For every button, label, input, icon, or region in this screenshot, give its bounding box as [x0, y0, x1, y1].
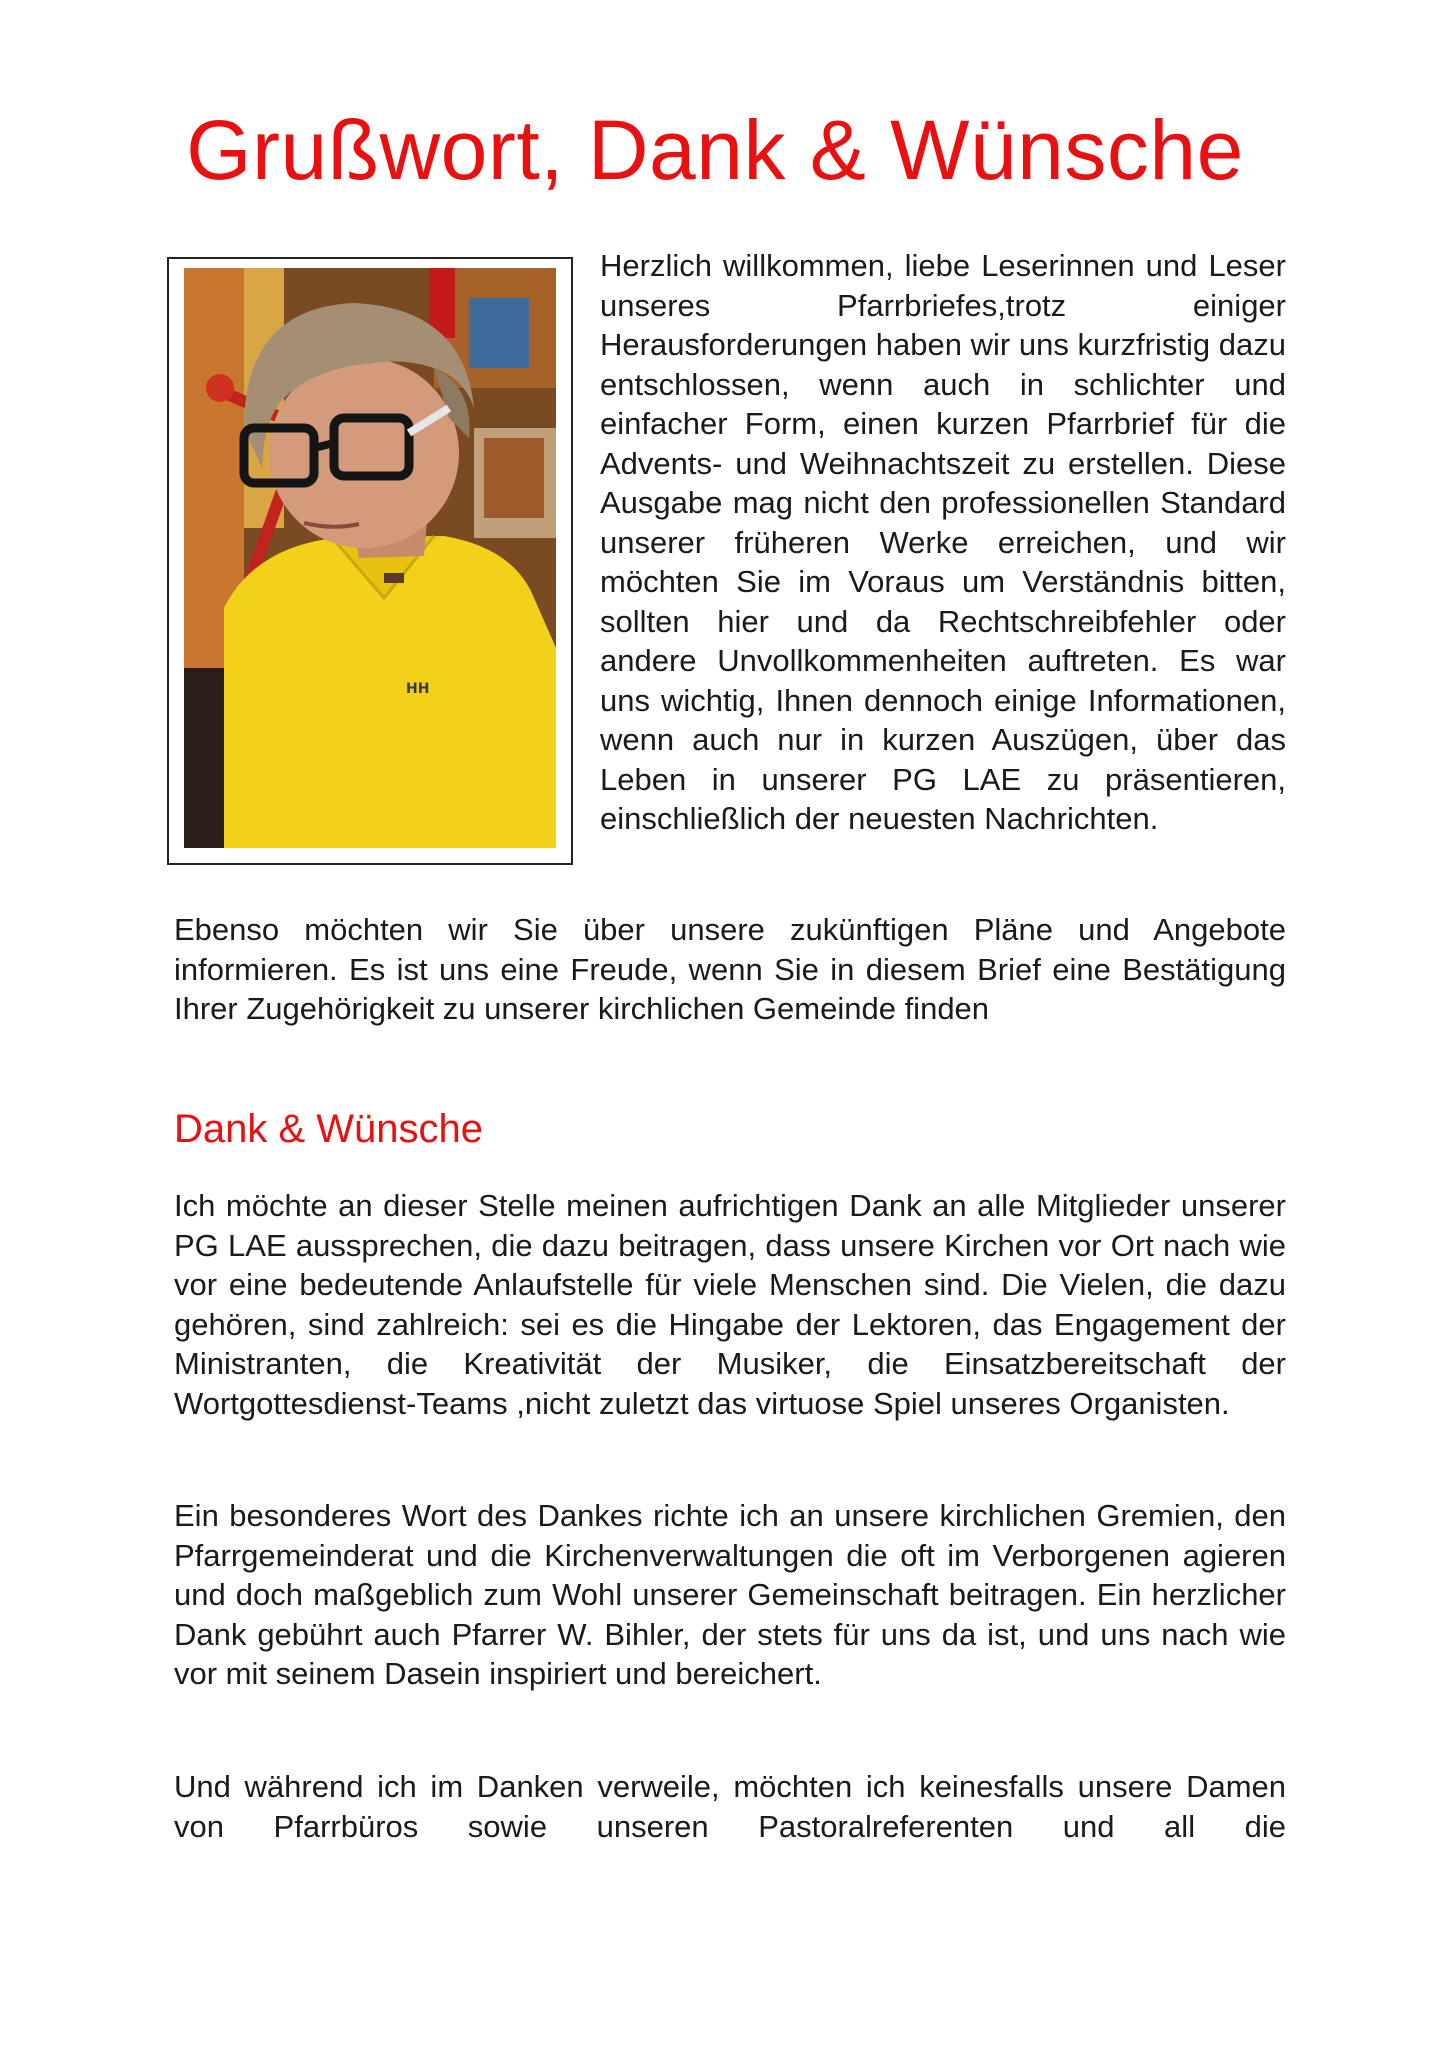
author-photo — [184, 268, 556, 848]
svg-text:HH: HH — [406, 681, 430, 697]
page-title: Grußwort, Dank & Wünsche — [186, 103, 1244, 197]
paragraph-plans: Ebenso möchten wir Sie über unsere zukünftigen Pläne und Angebote informieren. Es ist uns eine Freude, wenn Sie in diesem Brief eine Bestätigung Ihrer Zugehörigkeit zu unserer kirchlichen Gemeinde finden — [174, 912, 1286, 1026]
paragraph-thanks-members: Ich möchte an dieser Stelle meinen aufrichtigen Dank an alle Mitglieder unserer PG LAE aussprechen, die dazu beitragen, dass unsere Kirchen vor Ort nach wie vor eine bedeutende Anlaufstelle für viele Menschen sind. Die Vielen, die dazu gehören, sind zahlreich: sei es die Hingabe der Lektoren, das Engagement der Ministranten, die Kreativität der Musiker, die Einsatzbereitschaft der Wortgottesdienst-Teams ,nicht zuletzt das virtuose Spiel unseres Organisten. — [174, 1188, 1286, 1421]
intro-paragraph: Herzlich willkommen, liebe Leserinnen und Leser unseres Pfarrbriefes,trotz einiger Herausforderungen haben wir uns kurzfristig dazu entschlossen, wenn auch in schlichter und einfacher Form, einen kurzen Pfarrbrief für die Advents- und Weihnachtszeit zu erstellen. Diese Ausgabe mag nicht den professionellen Standard unserer früheren Werke erreichen, und wir möchten Sie im Voraus um Verständnis bitten, sollten hier und da Rechtschreibfehler oder andere Unvollkommenheiten auftreten. Es war uns wichtig, Ihnen dennoch einige Informationen, wenn auch nur in kurzen Auszügen, über das Leben in unserer PG LAE zu präsentieren, einschließlich der neuesten Nachrichten. — [600, 248, 1286, 836]
paragraph-thanks-committees: Ein besonderes Wort des Dankes richte ich an unsere kirchlichen Gremien, den Pfarrgemeinderat und die Kirchenverwaltungen die oft im Verborgenen agieren und doch maßgeblich zum Wohl unserer Gemeinschaft beitragen. Ein herzlicher Dank gebührt auch Pfarrer W. Bihler, der stets für uns da ist, und uns nach wie vor mit seinem Dasein inspiriert und bereichert. — [174, 1498, 1286, 1691]
section-heading: Dank & Wünsche — [174, 1107, 484, 1151]
paragraph-thanks-office: Und während ich im Danken verweile, möchten ich keinesfalls unsere Damen von Pfarrbüros sowie unseren Pastoralreferenten und all die — [174, 1769, 1286, 1844]
